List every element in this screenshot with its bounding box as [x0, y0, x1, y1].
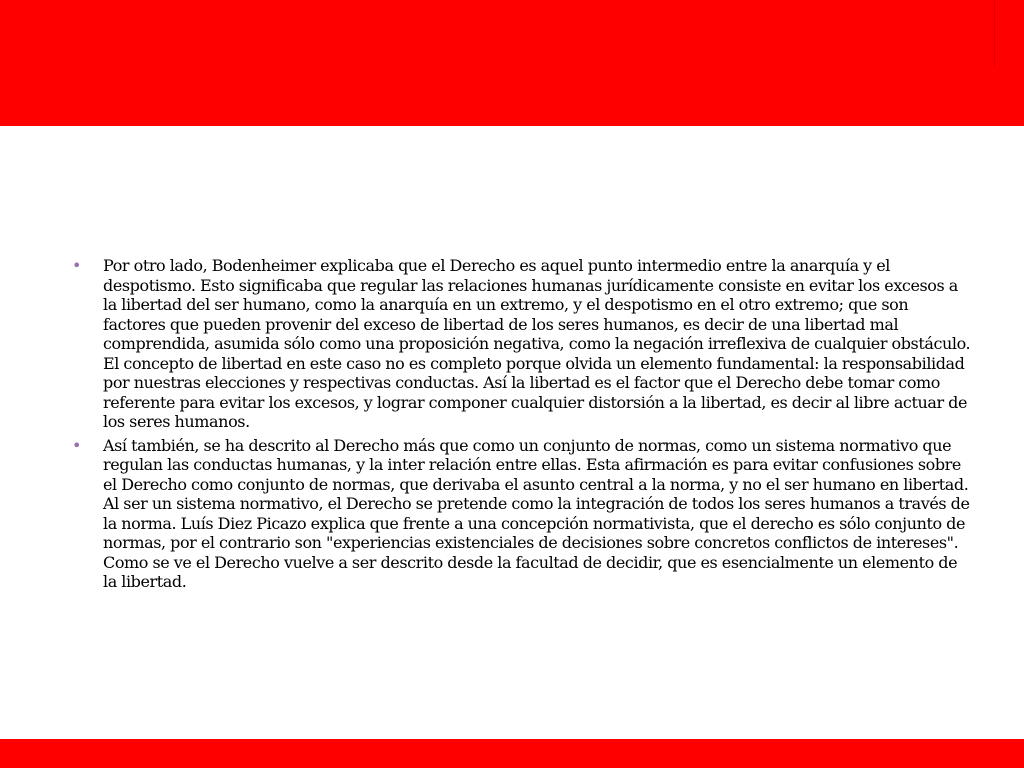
- slide-body: [72, 256, 972, 596]
- top-red-band: [0, 0, 1024, 126]
- bottom-red-band: [0, 739, 1024, 768]
- bullet-paragraph-1: [72, 256, 972, 432]
- paragraph-text: Por otro lado, Bodenheimer explicaba que el Derecho es aquel punto intermedio entre la anarquía y el despotismo. Esto significaba que regular las relaciones humanas jurídicamente consiste en evitar los excesos a la libertad del ser humano, como la anarquía en un extremo, y el despotismo en el otro extremo; que son factores que pueden provenir del exceso de libertad de los seres humanos, es decir de una libertad mal comprendida, asumida sólo como una proposición negativa, como la negación irreflexiva de cualquier obstáculo. El concepto de libertad en este caso no es completo porque olvida un elemento fundamental: la responsabilidad por nuestras elecciones y respectivas conductas. Así la libertad es el factor que el Derecho debe tomar como referente para evitar los excesos, y lograr componer cualquier distorsión a la libertad, es decir al libre actuar de los seres humanos.: [103, 256, 971, 431]
- bullet-dot-icon: •: [72, 435, 82, 455]
- bullet-list: [72, 256, 972, 592]
- bullet-paragraph-2: [72, 436, 972, 592]
- top-band-divider-line: [994, 0, 995, 66]
- bullet-dot-icon: •: [72, 256, 82, 275]
- paragraph-text: Así también, se ha descrito al Derecho más que como un conjunto de normas, como un sistema normativo que regulan las conductas humanas, y la inter relación entre ellas. Esta afirmación es para evitar confusiones sobre el Derecho como conjunto de normas, que derivaba el asunto central a la norma, y no el ser humano en libertad. Al ser un sistema normativo, el Derecho se pretende como la integración de todos los seres humanos a través de la norma. Luís Diez Picazo explica que frente a una concepción normativista, que el derecho es sólo conjunto de normas, por el contrario son "experiencias existenciales de decisiones sobre concretos conflictos de intereses". Como se ve el Derecho vuelve a ser descrito desde la facultad de decidir, que es esencialmente un elemento de la libertad.: [103, 435, 970, 591]
